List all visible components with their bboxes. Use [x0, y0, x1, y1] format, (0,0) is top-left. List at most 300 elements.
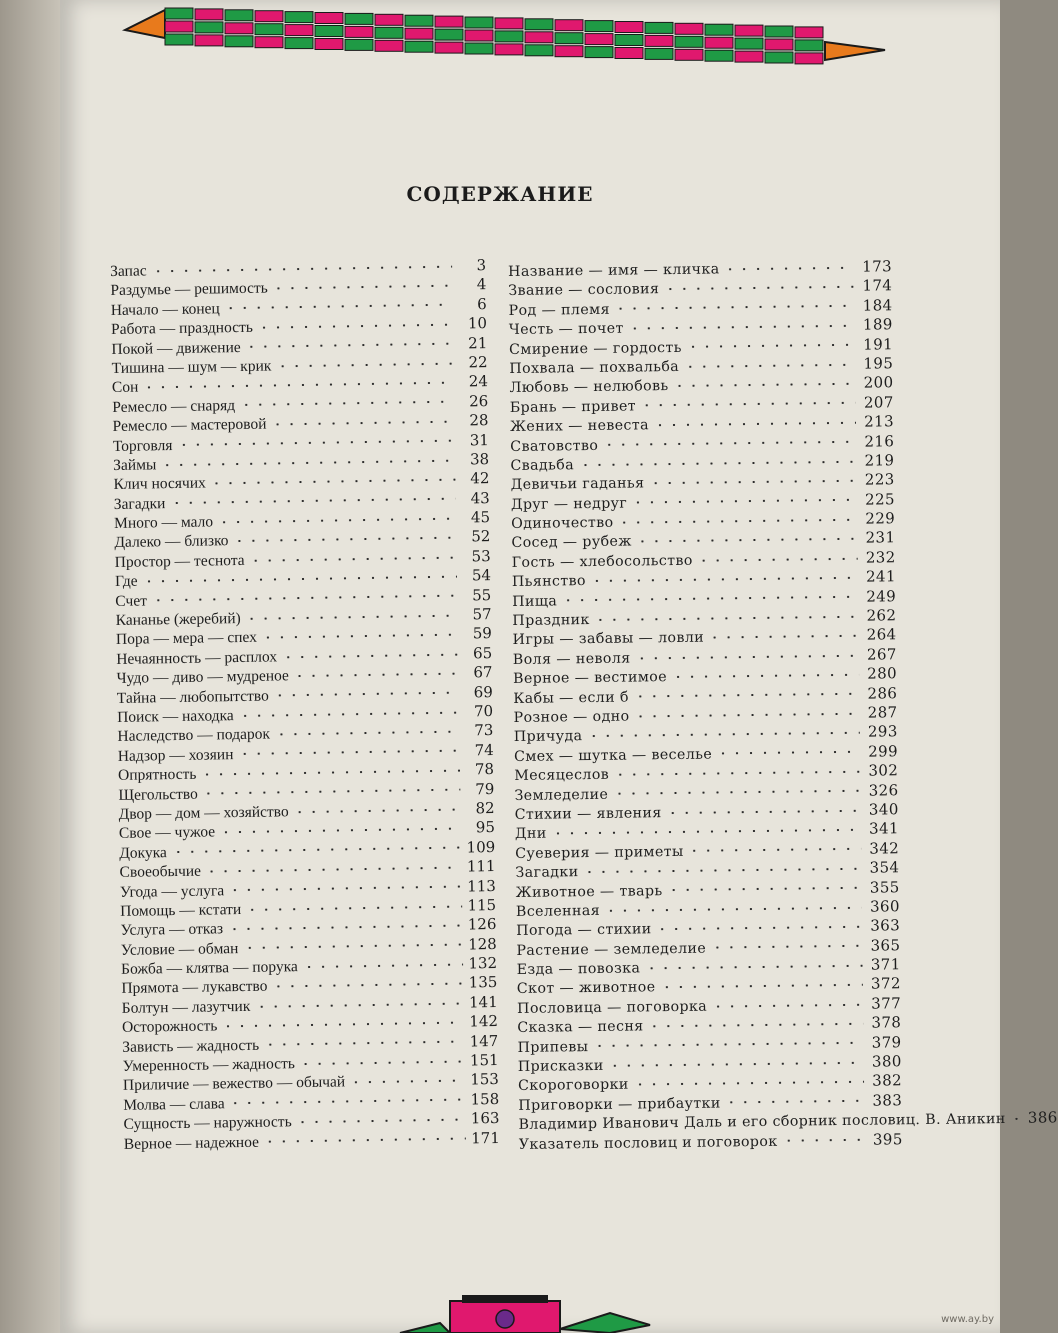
- toc-entry-title: Присказки: [517, 1057, 604, 1075]
- dot-leader: [604, 906, 862, 911]
- toc-entry-page: 55: [472, 585, 492, 604]
- dot-leader: [633, 693, 859, 698]
- dot-leader: [227, 925, 462, 931]
- dot-leader: [254, 1002, 463, 1007]
- toc-entry-page: 341: [868, 819, 900, 838]
- dot-leader: [648, 480, 856, 485]
- toc-entry-page: 229: [865, 509, 896, 528]
- dot-leader: [221, 1021, 464, 1027]
- ornament-cell: [285, 25, 313, 36]
- toc-entry-title: Угода — услуга: [119, 881, 225, 901]
- dot-leader: [219, 828, 461, 834]
- ornament-cell: [675, 36, 703, 47]
- toc-entry-title: Где: [114, 572, 138, 591]
- toc-entry-title: Девичьи гаданья: [510, 475, 645, 494]
- toc-entry-title: Верное — надежное: [123, 1133, 260, 1153]
- toc-entry-page: 287: [867, 703, 898, 722]
- toc-entry-title: Помощь — кстати: [120, 900, 242, 920]
- ornament-cell: [225, 36, 253, 47]
- ornament-cell: [195, 35, 223, 46]
- toc-entry-page: 4: [476, 275, 487, 294]
- ornament-cell: [315, 39, 343, 50]
- toc-entry-page: 171: [471, 1128, 500, 1148]
- dot-leader: [263, 1041, 464, 1046]
- toc-entry-title: Жених — невеста: [509, 417, 650, 436]
- ornament-cell: [255, 37, 283, 48]
- toc-entry-page: 128: [467, 934, 497, 954]
- toc-entry-page: 26: [468, 391, 489, 411]
- ornament-cell: [735, 51, 763, 62]
- dot-leader: [257, 323, 453, 328]
- toc-entry-page: 216: [864, 431, 895, 451]
- dot-leader: [272, 285, 453, 290]
- ornament-cell: [195, 22, 223, 33]
- toc-entry-title: Погода — стихии: [516, 921, 652, 940]
- dot-leader: [782, 1139, 865, 1142]
- toc-entry-title: Болтун — лазутчик: [121, 997, 251, 1017]
- toc-entry-page: 163: [470, 1109, 500, 1128]
- toc-entry-page: 380: [871, 1052, 902, 1071]
- ornament-cell: [285, 38, 313, 49]
- dot-leader: [628, 325, 855, 330]
- toc-entry-page: 382: [872, 1071, 903, 1091]
- toc-entry-page: 82: [475, 798, 495, 818]
- toc-entry-page: 365: [870, 935, 901, 955]
- dot-leader: [612, 790, 860, 795]
- toc-entry-title: Свое — чужое: [118, 823, 216, 843]
- toc-entry-page: 79: [475, 779, 495, 798]
- toc-entry-page: 43: [470, 488, 490, 508]
- ornament-cell: [435, 42, 463, 53]
- ornament-cell: [285, 12, 313, 23]
- toc-entry-title: Пища: [512, 593, 558, 610]
- dot-leader: [217, 517, 456, 523]
- toc-entry-title: Опрятность: [117, 765, 197, 785]
- toc-entry-page: 135: [468, 973, 498, 992]
- toc-entry-title: Ремесло — снаряд: [112, 396, 236, 416]
- toc-entry-title: Кабы — если б: [513, 689, 629, 707]
- ornament-cell: [315, 13, 343, 24]
- ornament-cell: [705, 37, 733, 48]
- toc-entry-page: 70: [473, 702, 494, 721]
- toc-entry-page: 10: [467, 314, 488, 333]
- toc-entry-title: Займы: [113, 456, 157, 474]
- toc-entry-page: 22: [468, 353, 488, 372]
- dot-leader: [633, 712, 859, 717]
- toc-entry-title: Свадьба: [510, 457, 575, 474]
- toc-entry-title: Животное — тварь: [515, 882, 663, 901]
- toc-entry-page: 231: [865, 528, 896, 548]
- toc-entry-page: 355: [869, 877, 900, 897]
- toc-entry-page: 65: [472, 643, 493, 663]
- dot-leader: [275, 362, 453, 367]
- toc-right-column: [508, 257, 1058, 1154]
- toc-entry-title: Сосед — рубеж: [511, 533, 632, 552]
- ornament-cell: [525, 19, 553, 30]
- ornament-cell: [165, 8, 193, 19]
- toc-entry-page: 293: [867, 722, 898, 742]
- dot-leader: [602, 441, 856, 446]
- toc-entry-page: 207: [863, 393, 894, 412]
- toc-entry-title: Счет: [115, 592, 148, 610]
- toc-entry-page: 184: [862, 296, 893, 315]
- dot-leader: [281, 653, 458, 658]
- dot-leader: [551, 829, 861, 835]
- dot-leader: [663, 286, 854, 290]
- toc-entry-title: Торговля: [112, 436, 173, 455]
- ornament-cell: [345, 39, 373, 50]
- dot-leader: [697, 557, 858, 561]
- ornament-cell: [645, 22, 673, 33]
- dot-leader: [176, 440, 454, 446]
- toc-entry-page: 241: [865, 567, 896, 586]
- toc-entry-page: 53: [471, 546, 491, 566]
- toc-entry-title: Земледелие: [514, 786, 609, 804]
- ornament-cell: [705, 50, 733, 61]
- ornament-cell: [675, 49, 703, 60]
- dot-leader: [263, 1138, 466, 1143]
- toc-entry-page: 232: [865, 548, 896, 567]
- dot-leader: [274, 731, 459, 736]
- dot-leader: [302, 963, 463, 968]
- toc-entry-title: Простор — теснота: [114, 551, 245, 571]
- toc-entry-page: 286: [867, 683, 898, 703]
- dot-leader: [653, 422, 856, 426]
- page-title: СОДЕРЖАНИЕ: [406, 182, 594, 206]
- toc-entry-title: Пословица — поговорка: [517, 998, 708, 1017]
- toc-entry-title: Наследство — подарок: [117, 725, 271, 746]
- toc-entry-title: Воля — неволя: [512, 650, 631, 668]
- dot-leader: [224, 304, 453, 310]
- ornament-cell: [255, 11, 283, 22]
- toc-entry-page: 151: [469, 1051, 499, 1070]
- toc-entry-page: 3: [476, 256, 487, 275]
- toc-entry-title: Зависть — жадность: [122, 1036, 260, 1056]
- ornament-cell: [255, 24, 283, 35]
- dot-leader: [293, 672, 459, 677]
- dot-leader: [671, 674, 859, 678]
- toc-entry-title: Владимир Иванович Даль и его сборник пословиц. В. Аникин: [518, 1111, 1006, 1134]
- toc-entry-title: Прямота — лукавство: [121, 978, 268, 998]
- ornament-cell: [225, 23, 253, 34]
- dot-leader: [710, 945, 862, 949]
- ornament-cell: [315, 26, 343, 37]
- ornament-cell: [615, 48, 643, 59]
- ornament-cell: [615, 35, 643, 46]
- toc-entry-title: Смех — шутка — веселье: [513, 746, 713, 765]
- toc-entry-title: Поиск — находка: [117, 707, 234, 726]
- dot-leader: [583, 868, 862, 873]
- ornament-cell: [765, 26, 793, 37]
- dot-leader: [1010, 1118, 1020, 1120]
- dot-leader: [151, 265, 452, 272]
- toc-entry-title: Вселенная: [515, 902, 601, 920]
- toc-entry-page: 340: [868, 800, 899, 819]
- toc-entry-page: 264: [866, 625, 897, 645]
- toc-entry-title: Пора — мера — спех: [115, 629, 258, 649]
- toc-entry-title: Праздник: [512, 612, 590, 630]
- ornament-cell: [495, 31, 523, 42]
- toc-entry-page: 126: [467, 915, 497, 934]
- toc-entry-title: Умеренность — жадность: [122, 1055, 296, 1075]
- toc-entry-title: Щегольство: [118, 785, 198, 804]
- ornament-cell: [405, 15, 433, 26]
- toc-entry-page: 69: [473, 682, 493, 701]
- toc-entry-page: 299: [868, 742, 899, 761]
- dot-leader: [261, 634, 458, 639]
- dot-leader: [228, 886, 462, 892]
- toc-entry-title: Приговорки — прибаутки: [518, 1095, 721, 1114]
- toc-entry-page: 38: [469, 449, 490, 469]
- toc-entry-page: 141: [468, 992, 498, 1012]
- ornament-cell: [585, 47, 613, 58]
- dot-leader: [205, 866, 462, 872]
- toc-entry-title: Загадки: [515, 864, 579, 882]
- toc-entry-title: Своеобычие: [119, 862, 202, 882]
- toc-entry-title: Сказка — песня: [517, 1018, 644, 1037]
- dot-leader: [293, 808, 461, 813]
- dot-leader: [725, 1100, 865, 1104]
- toc-entry-page: 225: [864, 489, 896, 509]
- ornament-cell: [375, 14, 403, 25]
- toc-entry-page: 378: [871, 1013, 902, 1032]
- toc-entry-title: Дни: [514, 825, 547, 843]
- toc-entry-page: 113: [467, 876, 496, 895]
- dot-leader: [708, 635, 859, 639]
- dot-leader: [210, 479, 456, 485]
- ornament-cell: [555, 20, 583, 31]
- ornament-cell: [735, 25, 763, 36]
- dot-leader: [667, 887, 862, 891]
- toc-entry-page: 213: [864, 412, 895, 431]
- toc-entry-page: 132: [468, 954, 498, 973]
- toc-entry-title: Приличие — вежество — обычай: [122, 1073, 346, 1095]
- dot-leader: [171, 847, 461, 854]
- dot-leader: [673, 383, 856, 387]
- ornament-cell: [375, 40, 403, 51]
- toc-entry-page: 67: [473, 663, 493, 682]
- toc-entry-title: Суеверия — приметы: [515, 843, 684, 862]
- toc-entry-title: Похвала — похвальба: [509, 358, 680, 377]
- dot-leader: [245, 905, 462, 910]
- toc-entry-page: 115: [467, 895, 497, 915]
- dot-leader: [640, 402, 856, 407]
- toc-entry-title: Сон: [111, 378, 139, 397]
- toc-entry-page: 249: [866, 586, 897, 606]
- dot-leader: [648, 1023, 864, 1028]
- toc-entry-title: Гость — хлебосольство: [511, 552, 693, 571]
- ornament-cell: [375, 27, 403, 38]
- toc-entry-page: 372: [870, 974, 901, 994]
- toc-entry-title: Кананье (жеребий): [115, 610, 241, 629]
- toc-entry-title: Брань — привет: [509, 398, 637, 416]
- toc-entry-page: 173: [862, 257, 893, 276]
- dot-leader: [656, 926, 863, 931]
- toc-entry-page: 326: [868, 780, 899, 800]
- ornament-cell: [345, 13, 373, 24]
- dot-leader: [202, 789, 461, 795]
- watermark: www.ay.by: [941, 1314, 994, 1325]
- toc-entry-page: 195: [863, 354, 894, 373]
- toc-entry-page: 95: [475, 818, 496, 837]
- ornament-cell: [615, 22, 643, 33]
- toc-entry-page: 109: [466, 837, 496, 857]
- dot-leader: [245, 343, 454, 348]
- toc-entry-title: Скот — животное: [516, 979, 656, 998]
- dot-leader: [578, 460, 856, 465]
- dot-leader: [635, 654, 859, 659]
- dot-leader: [644, 964, 862, 969]
- dot-leader: [151, 595, 457, 602]
- toc-entry-page: 262: [866, 606, 897, 625]
- ornament-cell: [165, 34, 193, 45]
- toc-entry-title: Далеко — близко: [114, 532, 229, 552]
- toc-entry-page: 54: [471, 566, 492, 585]
- dot-leader: [296, 1118, 466, 1123]
- dot-leader: [614, 305, 855, 310]
- dot-leader: [613, 771, 860, 776]
- dot-leader: [724, 266, 855, 270]
- ornament-cell: [405, 28, 433, 39]
- dot-leader: [608, 1061, 864, 1066]
- ornament-cell: [795, 53, 823, 64]
- toc-left-column: [110, 256, 500, 1154]
- dot-leader: [618, 519, 858, 524]
- ornament-cell: [495, 44, 523, 55]
- dot-leader: [711, 1003, 863, 1007]
- ornament-cell: [195, 9, 223, 20]
- toc-entry-title: Много — мало: [113, 513, 214, 533]
- dot-leader: [273, 692, 459, 697]
- toc-entry-page: 363: [870, 916, 901, 935]
- toc-entry-title: Месяцеслов: [514, 766, 610, 785]
- toc-entry-title: Растение — земледелие: [516, 940, 707, 959]
- adjacent-page-edge: [0, 0, 60, 1333]
- dot-leader: [659, 984, 862, 988]
- dot-leader: [237, 750, 459, 755]
- toc-entry-page: 153: [470, 1070, 500, 1089]
- ornament-cell: [465, 43, 493, 54]
- toc-entry-title: Услуга — отказ: [120, 920, 224, 940]
- toc-entry-title: Сватовство: [510, 437, 599, 455]
- dot-leader: [666, 809, 861, 813]
- dot-leader: [169, 498, 455, 504]
- dot-leader: [590, 577, 858, 582]
- dot-leader: [586, 732, 859, 737]
- ornament-cell: [585, 34, 613, 45]
- toc-entry-page: 377: [871, 994, 902, 1013]
- toc-entry-title: Раздумье — решимость: [110, 279, 268, 300]
- dot-leader: [594, 615, 859, 620]
- ornament-cell: [675, 23, 703, 34]
- dot-leader: [716, 751, 860, 755]
- toc-entry-title: Загадки: [113, 494, 166, 513]
- ornament-cell: [435, 16, 463, 27]
- dot-leader: [271, 983, 463, 988]
- toc-entry-page: 59: [472, 624, 493, 643]
- toc-entry-title: Причуда: [513, 728, 583, 746]
- toc-entry-page: 267: [866, 645, 897, 664]
- dot-leader: [229, 1099, 466, 1105]
- ornament-cell: [405, 41, 433, 52]
- ornament-cell: [795, 27, 823, 38]
- ornament-cell: [465, 17, 493, 28]
- toc-entry-title: Тишина — шум — крик: [111, 357, 272, 377]
- ornament-cell: [765, 39, 793, 50]
- toc-entry-title: Запас: [110, 262, 147, 280]
- toc-entry-title: Тайна — любопытство: [116, 687, 269, 707]
- toc-entry-page: 386: [1027, 1108, 1058, 1127]
- toc-entry-title: Клич носячих: [113, 474, 206, 494]
- toc-entry-page: 354: [869, 858, 900, 877]
- toc-entry-page: 379: [871, 1032, 902, 1052]
- ornament-cell: [525, 45, 553, 56]
- toc-entry-title: Верное — вестимое: [512, 669, 668, 688]
- toc-entry-title: Божба — клятва — порука: [120, 958, 298, 978]
- dot-leader: [270, 420, 454, 425]
- ornament-cell: [795, 40, 823, 51]
- toc-entry-title: Надзор — хозяин: [117, 745, 234, 765]
- dot-leader: [200, 769, 460, 775]
- ornament-cell: [525, 32, 553, 43]
- toc-entry-title: Двор — дом — хозяйство: [118, 803, 289, 823]
- toc-entry-page: 371: [870, 955, 901, 974]
- toc-entry-title: Докука: [119, 843, 167, 862]
- toc-entry-page: 45: [470, 508, 491, 527]
- ornament-cell: [765, 52, 793, 63]
- toc-entry-page: 191: [863, 334, 894, 354]
- top-ornament-border: [125, 0, 885, 70]
- toc-entry-title: Осторожность: [121, 1017, 218, 1037]
- toc-entry-page: 147: [469, 1031, 499, 1051]
- dot-leader: [561, 596, 858, 602]
- dot-leader: [232, 537, 456, 543]
- ornament-cell: [585, 21, 613, 32]
- toc-entry-page: 219: [864, 451, 895, 470]
- toc-entry-title: Молва — слава: [123, 1095, 225, 1114]
- dot-leader: [686, 344, 855, 348]
- ornament-cell: [225, 10, 253, 21]
- toc-entry-page: 28: [469, 411, 489, 430]
- toc-entry-title: Сущность — наружность: [123, 1113, 292, 1134]
- toc-entry-title: Честь — почет: [508, 320, 624, 339]
- ornament-cell: [555, 33, 583, 44]
- bottom-ornament: [380, 1295, 660, 1333]
- ornament-cell: [495, 18, 523, 29]
- toc-entry-page: 302: [868, 761, 899, 780]
- toc-entry-page: 383: [872, 1091, 903, 1110]
- toc-entry-title: Игры — забавы — ловли: [512, 630, 705, 649]
- toc-entry-page: 342: [869, 838, 900, 858]
- toc-entry-title: Езда — повозка: [516, 960, 641, 979]
- toc-entry-page: 158: [470, 1089, 500, 1109]
- toc-entry-page: 360: [869, 897, 901, 916]
- toc-entry-page: 189: [862, 315, 893, 334]
- toc-entry-title: Друг — недруг: [510, 495, 628, 513]
- dot-leader: [142, 576, 457, 583]
- toc-entry-title: Одиночество: [511, 514, 614, 533]
- toc-entry-page: 78: [474, 760, 495, 779]
- ornament-cell: [165, 21, 193, 32]
- dot-leader: [683, 363, 855, 367]
- dot-leader: [245, 614, 458, 619]
- dot-leader: [238, 711, 459, 716]
- dot-leader: [239, 401, 454, 406]
- ornament-cell: [735, 38, 763, 49]
- toc-entry-title: Начало — конец: [110, 300, 220, 319]
- toc-entry-title: Покой — движение: [111, 338, 241, 358]
- dot-leader: [631, 499, 857, 504]
